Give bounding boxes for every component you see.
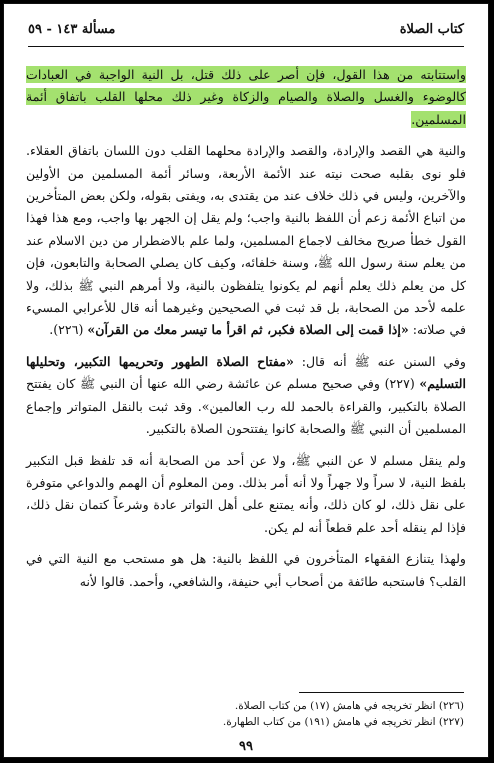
page-number: ٩٩	[239, 739, 253, 754]
paragraph-5: ولهذا يتنازع الفقهاء المتأخرون في اللفظ بالنية: هل هو مستحب مع النية التي في القلب؟ فاستحبه طائفة من أصحاب أبي حنيفة، والشافعي، وأحمد. قالوا لأنه	[26, 551, 466, 589]
footnote-ref-226: (٢٢٦).	[49, 322, 84, 338]
hadith-quote-2: «مفتاح الصلاة الطهور وتحريمها التكبير، وتحليلها التسليم»	[26, 353, 466, 392]
paragraph-2	[26, 140, 466, 342]
issue-number: مسألة ١٤٣ - ٥٩	[28, 21, 116, 37]
header-rule	[28, 46, 464, 47]
hadith-quote-1: «إذا قمت إلى الصلاة فكبر، ثم اقرأ ما تيسر معك من القرآن»	[87, 322, 409, 338]
highlighted-text: واستتابته من هذا القول، فإن أصر على ذلك قتل، بل النية الواجبة في العبادات كالوضوء والغسل والصلاة والصيام والزكاة وغير ذلك محلها القلب باتفاق أئمة المسلمين.	[26, 67, 466, 127]
paragraph-3-intro: وفي السنن عنه ﷺ أنه قال:	[301, 353, 466, 369]
footnotes	[28, 698, 464, 730]
book-page	[3, 3, 489, 758]
page-body	[26, 64, 466, 602]
footnote-226: (٢٢٦) انظر تخريجه في هامش (١٧) من كتاب الصلاة.	[234, 700, 464, 712]
running-header	[28, 18, 464, 40]
footnote-rule	[299, 692, 464, 693]
paragraph-3-text: (٢٢٧) وفي صحيح مسلم عن عائشة رضي الله عنها أن النبي ﷺ كان يفتتح الصلاة بالتكبير، والقراءة بالحمد لله رب العالمين». وقد ثبت بالنقل المتواتر وإجماع المسلمين أن النبي ﷺ والصحابة كانوا يفتتحون الصلاة بالتكبير.	[26, 376, 466, 437]
paragraph-4: ولم ينقل مسلم لا عن النبي ﷺ، ولا عن أحد من الصحابة أنه قد تلفظ قبل التكبير بلفظ النية، لا سراً ولا جهراً ولا أنه أمر بذلك. ومن المعلوم أن الهمم والدواعي متوفرة على نقل ذلك، لو كان ذلك، وأنه يمتنع على أهل التواتر عادة وشرعاً كتمان نقل ذلك، فإذا لم ينقله أحد علم قطعاً أنه لم يكن.	[26, 452, 466, 535]
paragraph-1	[26, 64, 466, 131]
paragraph-2-text: والنية هي القصد والإرادة، والقصد والإرادة محلهما القلب دون اللسان باتفاق العقلاء. فلو نوى بقلبه صحت نيته عند الأئمة الأربعة، وسائر أئمة المسلمين من الأولين والآخرين، وليس في ذلك خلاف عند من يقتدى به، ويفتى بقوله، ولكن بعض المتأخرين من اتباع الأئمة زعم أن اللفظ بالنية واجب؛ ولم يقل إن الجهر بها واجب، ومع هذا فهذا القول خطأ صريح مخالف لاجماع المسلمين، ولما علم بالاضطرار من دين الاسلام عند من يعلم سنة رسول الله ﷺ، وسنة خلفائه، وكيف كان يصلي الصحابة والتابعون، فإن كل من يعلم ذلك يعلم أنهم لم يكونوا يتلفظون بالنية، ولا أمرهم النبي ﷺ بذلك، ولا علمه لأحد من الصحابة، بل قد ثبت في الصحيحين وغيرهما أنه قال للأعرابي المسيء في صلاته:	[26, 143, 466, 338]
book-title: كتاب الصلاة	[399, 21, 464, 37]
paragraph-3	[26, 351, 466, 441]
footnote-227: (٢٢٧) انظر تخريجه في هامش (١٩١) من كتاب الطهارة.	[222, 716, 464, 728]
